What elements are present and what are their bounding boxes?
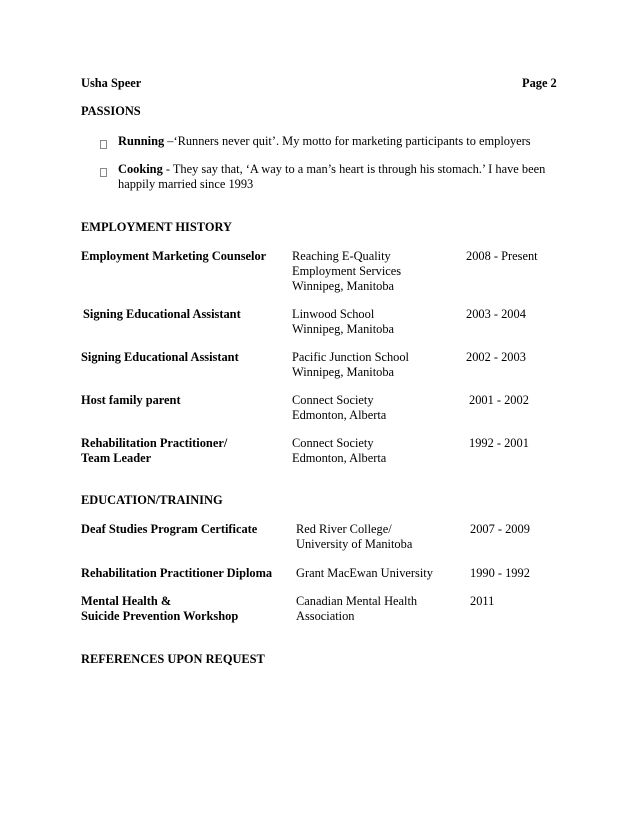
passion-item-running xyxy=(118,134,531,149)
job-dates: 2008 - Present xyxy=(466,249,538,263)
header-page-number: Page 2 xyxy=(522,76,557,90)
job-organization: Employment Services xyxy=(292,264,402,278)
job-title: Signing Educational Assistant xyxy=(81,350,239,364)
passion-text: –‘Runners never quit’. My motto for marketing participants to employers xyxy=(164,134,531,148)
job-organization: Linwood School xyxy=(292,307,375,321)
job-location: Edmonton, Alberta xyxy=(292,451,387,465)
job-title: Rehabilitation Practitioner/ xyxy=(81,436,228,450)
education-title-continued: Suicide Prevention Workshop xyxy=(81,609,239,623)
education-institution: Canadian Mental Health xyxy=(296,594,418,608)
job-organization: Connect Society xyxy=(292,436,374,450)
header-name: Usha Speer xyxy=(81,76,142,90)
education-institution: Grant MacEwan University xyxy=(296,566,433,580)
job-dates: 2003 - 2004 xyxy=(466,307,526,321)
passions-heading: PASSIONS xyxy=(81,104,141,118)
job-title: Employment Marketing Counselor xyxy=(81,249,267,263)
job-location: Winnipeg, Manitoba xyxy=(292,279,395,293)
employment-heading: EMPLOYMENT HISTORY xyxy=(81,220,232,234)
education-dates: 2007 - 2009 xyxy=(470,522,530,536)
bullet-square-icon xyxy=(100,138,107,153)
education-institution: Red River College/ xyxy=(296,522,392,536)
education-title: Mental Health & xyxy=(81,594,172,608)
education-dates: 2011 xyxy=(470,594,495,608)
passion-text-continued: happily married since 1993 xyxy=(118,177,254,191)
passion-item-cooking xyxy=(118,162,545,177)
job-title-continued: Team Leader xyxy=(81,451,152,465)
education-institution: Association xyxy=(296,609,355,623)
education-title: Rehabilitation Practitioner Diploma xyxy=(81,566,273,580)
job-location: Winnipeg, Manitoba xyxy=(292,365,395,379)
bullet-square-icon xyxy=(100,166,107,181)
education-title: Deaf Studies Program Certificate xyxy=(81,522,258,536)
references-note: REFERENCES UPON REQUEST xyxy=(81,652,265,666)
passion-title: Running xyxy=(118,134,165,148)
education-dates: 1990 - 1992 xyxy=(470,566,530,580)
passion-title: Cooking xyxy=(118,162,163,176)
education-institution: University of Manitoba xyxy=(296,537,413,551)
job-dates: 2002 - 2003 xyxy=(466,350,526,364)
job-title: Signing Educational Assistant xyxy=(83,307,241,321)
passion-text: - They say that, ‘A way to a man’s heart is through his stomach.’ I have been xyxy=(162,162,546,176)
job-location: Winnipeg, Manitoba xyxy=(292,322,395,336)
job-organization: Reaching E-Quality xyxy=(292,249,391,263)
education-heading: EDUCATION/TRAINING xyxy=(81,493,223,507)
job-dates: 2001 - 2002 xyxy=(469,393,529,407)
job-dates: 1992 - 2001 xyxy=(469,436,529,450)
job-organization: Pacific Junction School xyxy=(292,350,410,364)
job-location: Edmonton, Alberta xyxy=(292,408,387,422)
job-title: Host family parent xyxy=(81,393,181,407)
job-organization: Connect Society xyxy=(292,393,374,407)
